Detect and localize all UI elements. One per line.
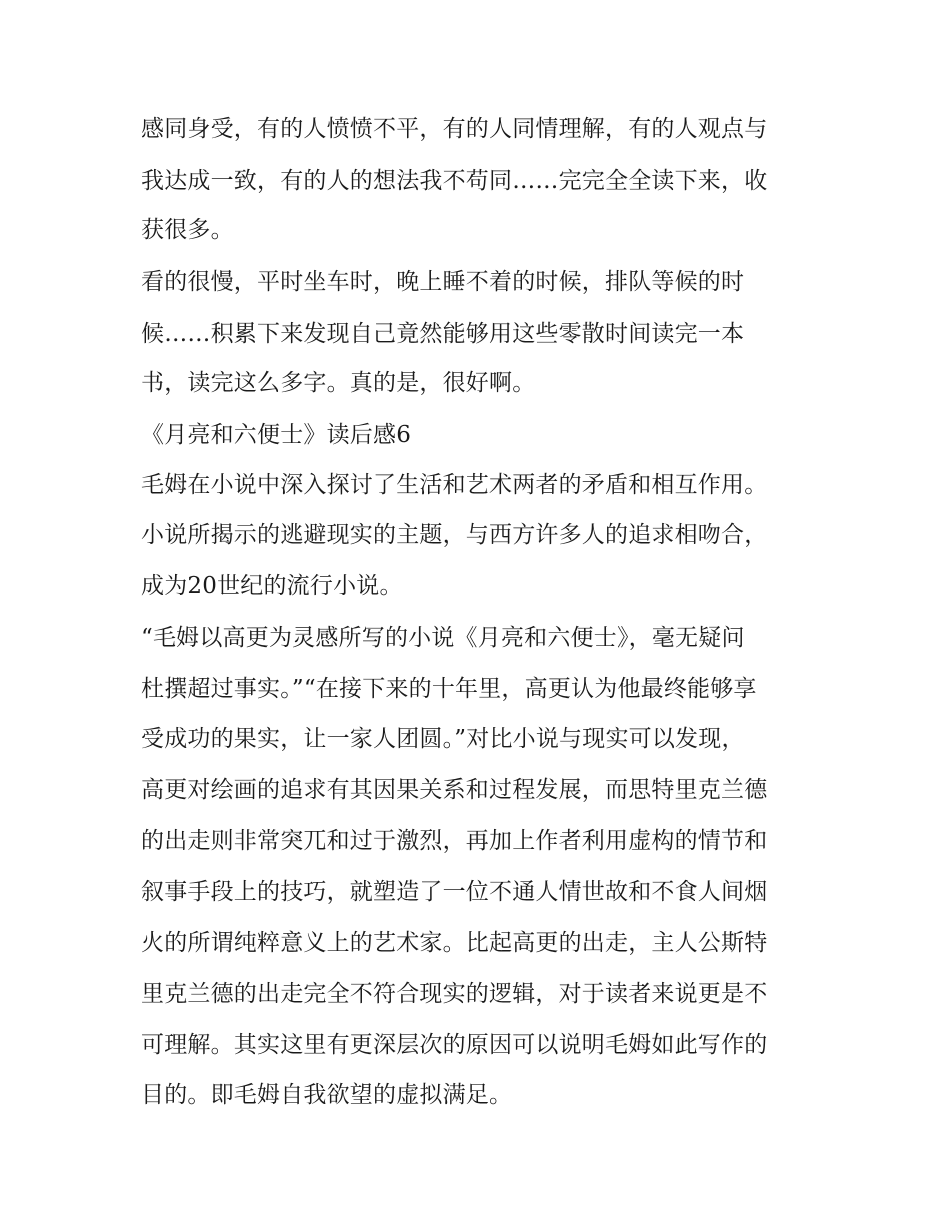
text-line: 的出走则非常突兀和过于激烈，再加上作者利用虚构的情节和 bbox=[141, 828, 768, 854]
text-line: 毛姆在小说中深入探讨了生活和艺术两者的矛盾和相互作用。 bbox=[141, 472, 768, 498]
text-line: 候……积累下来发现自己竟然能够用这些零散时间读完一本 bbox=[141, 321, 745, 347]
text-line: 书，读完这么多字。真的是，很好啊。 bbox=[141, 370, 536, 396]
text-line: 成为20世纪的流行小说。 bbox=[141, 573, 403, 599]
text-line: 里克兰德的出走完全不符合现实的逻辑，对于读者来说更是不 bbox=[141, 981, 768, 1007]
text-line: 叙事手段上的技巧，就塑造了一位不通人情世故和不食人间烟 bbox=[141, 879, 768, 905]
text-line: 我达成一致，有的人的想法我不苟同……完完全全读下来，收 bbox=[141, 168, 768, 194]
text-line: “毛姆以高更为灵感所写的小说《月亮和六便士》，毫无疑问 bbox=[141, 625, 745, 651]
text-line: 可理解。其实这里有更深层次的原因可以说明毛姆如此写作的 bbox=[141, 1032, 768, 1058]
text-line: 看的很慢，平时坐车时，晚上睡不着的时候，排队等候的时 bbox=[141, 269, 745, 295]
section-heading: 《月亮和六便士》读后感6 bbox=[141, 422, 412, 448]
text-line: 目的。即毛姆自我欲望的虚拟满足。 bbox=[141, 1082, 513, 1108]
text-line: 火的所谓纯粹意义上的艺术家。比起高更的出走，主人公斯特 bbox=[141, 930, 768, 956]
text-line: 高更对绘画的追求有其因果关系和过程发展，而思特里克兰德 bbox=[141, 777, 768, 803]
text-line: 杜撰超过事实。”“在接下来的十年里，高更认为他最终能够享 bbox=[141, 676, 757, 702]
text-line: 小说所揭示的逃避现实的主题，与西方许多人的追求相吻合， bbox=[141, 522, 768, 548]
text-line: 获很多。 bbox=[141, 217, 234, 243]
text-line: 受成功的果实，让一家人团圆。”对比小说与现实可以发现， bbox=[141, 726, 745, 752]
text-line: 感同身受，有的人愤愤不平，有的人同情理解，有的人观点与 bbox=[141, 116, 768, 142]
